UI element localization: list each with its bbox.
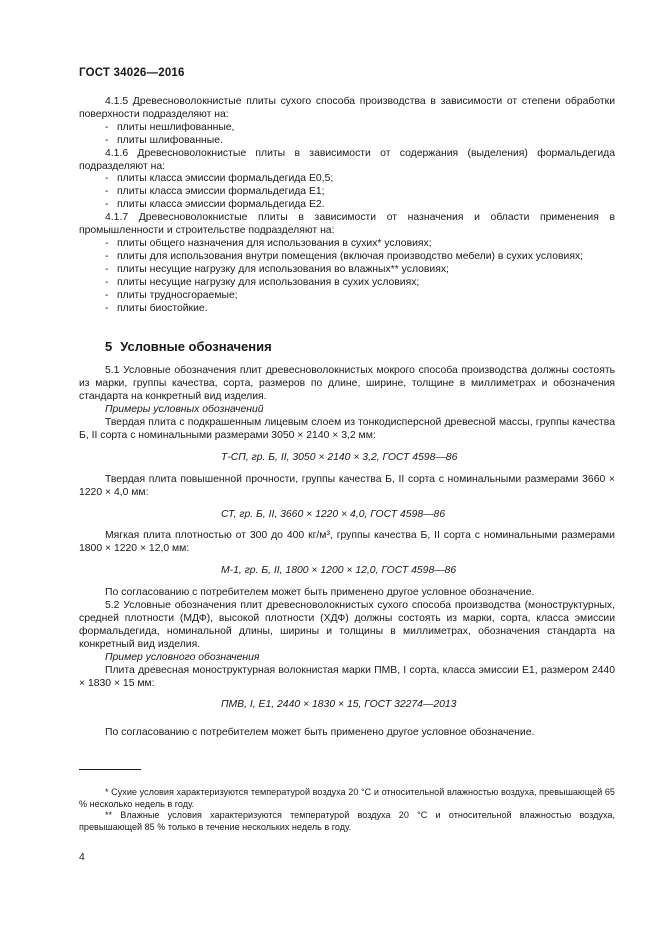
document-header: ГОСТ 34026—2016 (79, 67, 185, 79)
note-text: По согласованию с потребителем может быть применено другое условное обозначение. (105, 727, 535, 739)
list-item: - плиты класса эмиссии формальдегида Е2. (105, 199, 325, 211)
clause-5-1: 5.1 Условные обозначения плит древесноволокнистых мокрого способа производства должны состоять из марки, группы качества, сорта, размеров по длине, ширине, толщине в миллиметрах и обозначения стандарта на конкретный вид изделия. (79, 365, 615, 403)
list-item: - плиты класса эмиссии формальдегида Е1; (105, 186, 325, 198)
list-item: - плиты шлифованные. (105, 134, 223, 146)
list-dash: - (105, 289, 109, 301)
footnote-divider (79, 769, 141, 770)
footnotes (79, 787, 615, 833)
example-heading: Пример условного обозначения (105, 651, 260, 663)
list-item: - плиты несущие нагрузку для использования в сухих условиях; (105, 276, 420, 288)
list-item: - плиты несущие нагрузку для использования во влажных** условиях; (105, 263, 449, 275)
example-designation: СТ, гр. Б, II, 3660 × 1220 × 4,0, ГОСТ 4598—86 (221, 508, 446, 520)
footnote: * Сухие условия характеризуются температурой воздуха 20 °С и относительной влажностью воздуха, превышающей 65 % несколько недель в году. (79, 787, 615, 809)
clause-5-2: 5.2 Условные обозначения плит древесноволокнистых сухого способа производства (моноструктурных, средней плотности (МДФ), высокой плотности (ХДФ) должны состоять из марки, сорта, класса эмиссии формальдегида, номинальной длины, ширины и толщины в миллиметрах, обозначения стандарта на конкретный вид изделия. (79, 600, 615, 650)
list-dash: - (105, 237, 109, 249)
footnote: ** Влажные условия характеризуются температурой воздуха 20 °С и относительной влажностью воздуха, превышающей 85 % только в течение нескольких недель в году. (79, 810, 615, 832)
list-dash: - (105, 276, 109, 288)
list-dash: - (105, 134, 109, 146)
note-text: По согласованию с потребителем может быть применено другое условное обозначение. (105, 587, 535, 599)
examples-heading: Примеры условных обозначений (105, 404, 264, 416)
section-heading (105, 339, 615, 355)
list-dash: - (105, 173, 109, 185)
example-description: Твердая плита с подкрашенным лицевым слоем из тонкодисперсной древесной массы, группы качества Б, II сорта с номинальными размерами 3050 × 2140 × 3,2 мм: (79, 417, 615, 441)
clause-4-1-6: 4.1.6 Древесноволокнистые плиты в зависимости от содержания (выделения) формальдегида подразделяют на: (79, 147, 615, 172)
clause-4-1-5: 4.1.5 Древесноволокнистые плиты сухого способа производства в зависимости от степени обработки поверхности подразделяют на: (79, 96, 615, 120)
section-number: 5 (105, 339, 113, 355)
list-dash: - (105, 121, 109, 133)
example-designation: ПМВ, I, Е1, 2440 × 1830 × 15, ГОСТ 32274—2013 (221, 699, 457, 711)
list-dash: - (105, 263, 109, 275)
list-item: - плиты трудносгораемые; (105, 289, 238, 301)
list-item: - плиты класса эмиссии формальдегида Е0,5; (105, 173, 334, 185)
example-description: Плита древесная моноструктурная волокнистая марки ПМВ, I сорта, класса эмиссии Е1, размером 2440 × 1830 × 15 мм: (79, 664, 615, 689)
document-body (79, 96, 615, 740)
list-dash: - (105, 199, 109, 211)
list-item: - плиты для использования внутри помещения (включая производство мебели) в сухих условиях; (105, 250, 584, 262)
list-dash: - (105, 186, 109, 198)
list-dash: - (105, 302, 109, 314)
clause-4-1-7: 4.1.7 Древесноволокнистые плиты в зависимости от назначения и области применения в промышленности и строительстве подразделяют на: (79, 212, 615, 237)
example-designation: М-1, гр. Б, II, 1800 × 1200 × 12,0, ГОСТ 4598—86 (221, 565, 457, 577)
list-dash: - (105, 250, 109, 262)
list-item: - плиты общего назначения для использования в сухих* условиях; (105, 237, 432, 249)
example-description: Твердая плита повышенной прочности, группы качества Б, II сорта с номинальными размерами 3660 × 1220 × 4,0 мм: (79, 473, 615, 498)
list-item: - плиты биостойкие. (105, 302, 208, 314)
list-item: - плиты нешлифованные, (105, 121, 235, 133)
example-designation: Т-СП, гр. Б, II, 3050 × 2140 × 3,2, ГОСТ 4598—86 (221, 451, 458, 463)
page-number: 4 (79, 852, 85, 863)
example-description: Мягкая плита плотностью от 300 до 400 кг/м³, группы качества Б, II сорта с номинальными размерами 1800 × 1220 × 12,0 мм: (79, 530, 615, 555)
section-title: Условные обозначения (120, 339, 272, 355)
